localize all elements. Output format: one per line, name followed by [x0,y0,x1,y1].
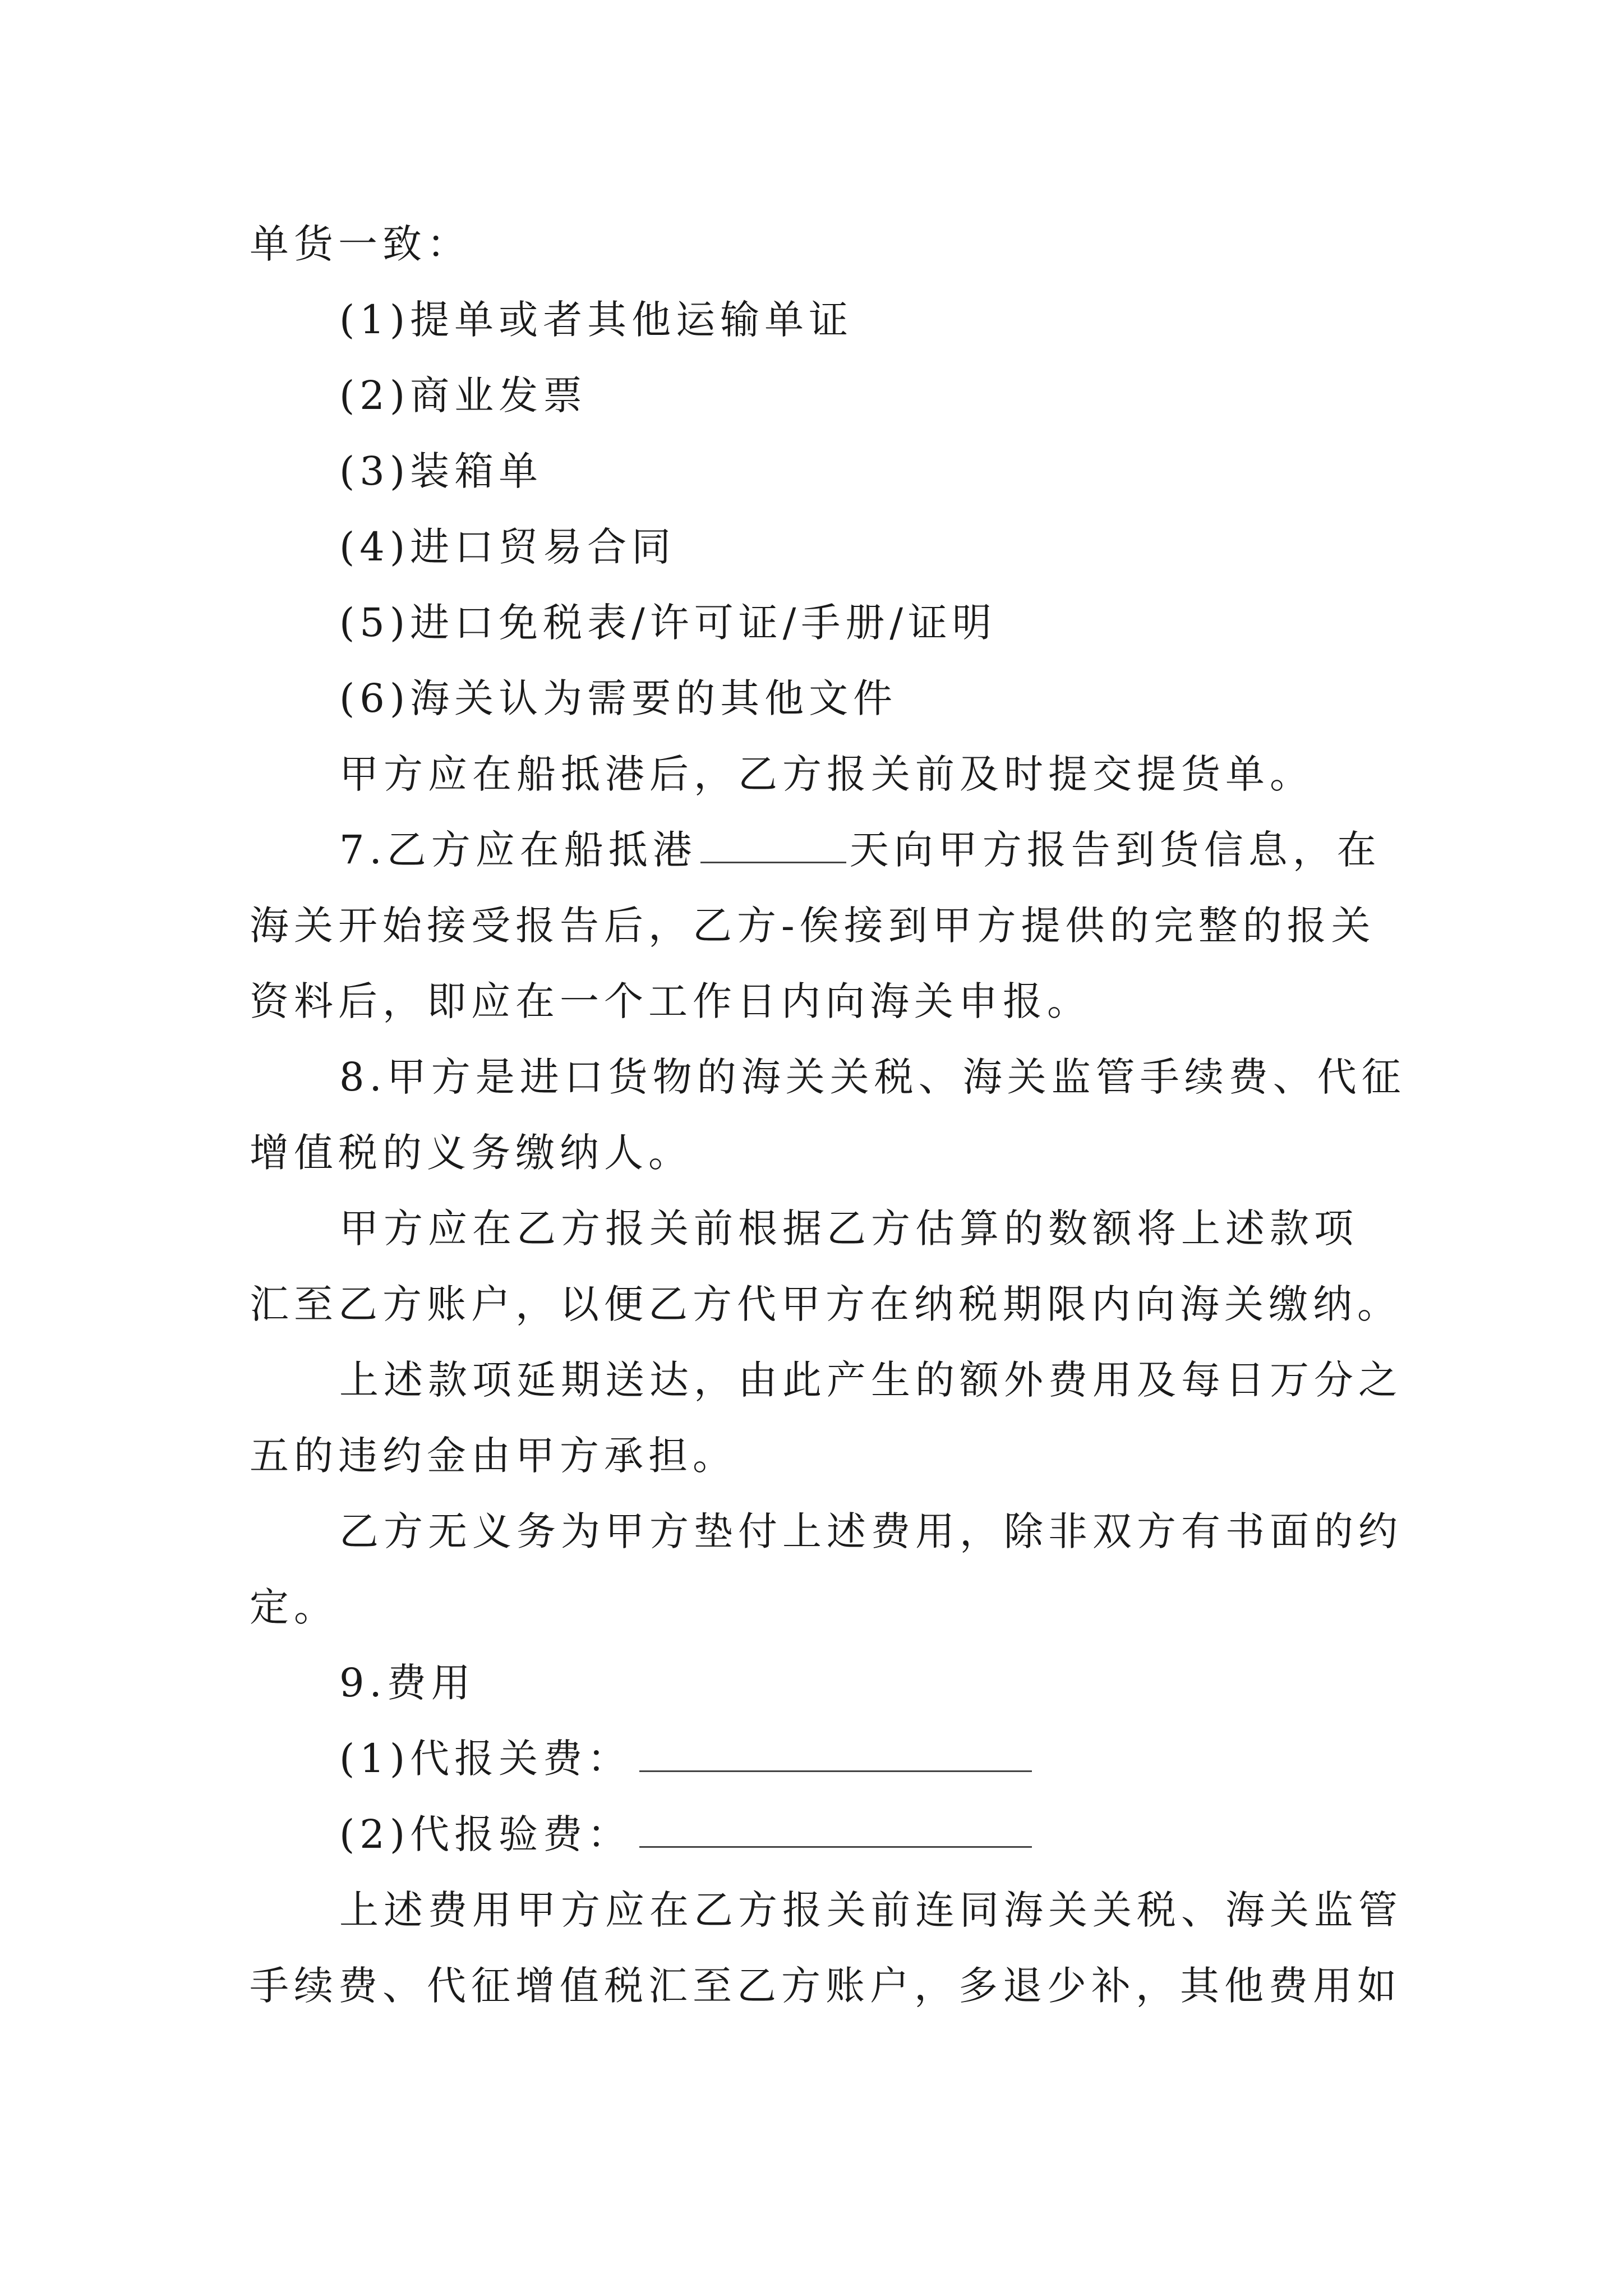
text-span: 上述费用甲方应在乙方报关前连同海关关税、海关监管 [339,1887,1403,1933]
text-span: (2)商业发票 [339,372,588,418]
text-span: (1)提单或者其他运输单证 [339,297,854,343]
text-span: 甲方应在乙方报关前根据乙方估算的数额将上述款项 [339,1205,1358,1251]
paragraph-line [339,749,1472,799]
text-span: 增值税的义务缴纳人。 [250,1130,693,1176]
fee-item-1 [339,1733,1472,1784]
text-span: 上述款项延期送达，由此产生的额外费用及每日万分之 [339,1357,1403,1403]
text-line-continuation [250,219,1382,269]
text-span: 单货一致： [250,221,471,267]
paragraph-line [250,1582,1382,1632]
paragraph-line [250,1279,1401,1329]
list-item-6 [339,673,1472,724]
clause-9-heading [339,1658,1472,1708]
text-span: (6)海关认为需要的其他文件 [339,675,898,721]
paragraph-line [339,1885,1472,1935]
fill-in-blank [700,827,846,863]
clause-7-line-3 [250,976,1382,1027]
list-item-5 [339,597,1472,648]
fee-item-2 [339,1809,1472,1860]
text-span: 乙方无义务为甲方垫付上述费用，除非双方有书面的约 [339,1508,1403,1554]
text-span: 海关开始接受报告后，乙方-俟接到甲方提供的完整的报关 [250,903,1376,949]
text-span: 9.费用 [339,1660,476,1706]
text-span: 手续费、代征增值税汇至乙方账户，多退少补，其他费用如 [250,1963,1401,2009]
paragraph-line [339,1203,1472,1254]
clause-7-line-1 [339,825,1472,875]
list-item-4 [339,522,1472,572]
text-span: 8.甲方是进口货物的海关关税、海关监管手续费、代征 [339,1054,1406,1100]
text-span: (5)进口免税表/许可证/手册/证明 [339,600,997,646]
text-span: 汇至乙方账户，以便乙方代甲方在纳税期限内向海关缴纳。 [250,1281,1401,1327]
text-span: (2)代报验费： [339,1811,632,1857]
text-span: (1)代报关费： [339,1736,632,1782]
fill-in-blank [639,1811,1032,1848]
text-span: (4)进口贸易合同 [339,524,676,570]
paragraph-line [339,1506,1472,1557]
fill-in-blank [639,1736,1032,1772]
text-span: 7.乙方应在船抵港 [339,827,697,873]
text-span: 天向甲方报告到货信息，在 [849,827,1381,873]
clause-8-line-2 [250,1128,1382,1178]
text-span: 资料后，即应在一个工作日内向海关申报。 [250,978,1091,1024]
text-span: 五的违约金由甲方承担。 [250,1433,737,1479]
text-span: (3)装箱单 [339,448,543,494]
paragraph-line [250,1961,1401,2011]
text-span: 定。 [250,1584,338,1630]
clause-7-line-2 [250,900,1382,951]
paragraph-line [250,1430,1382,1481]
paragraph-line [339,1355,1472,1405]
text-span: 甲方应在船抵港后，乙方报关前及时提交提货单。 [339,751,1314,797]
list-item-1 [339,295,1472,345]
list-item-3 [339,446,1472,496]
list-item-2 [339,370,1472,421]
clause-8-line-1 [339,1052,1472,1102]
